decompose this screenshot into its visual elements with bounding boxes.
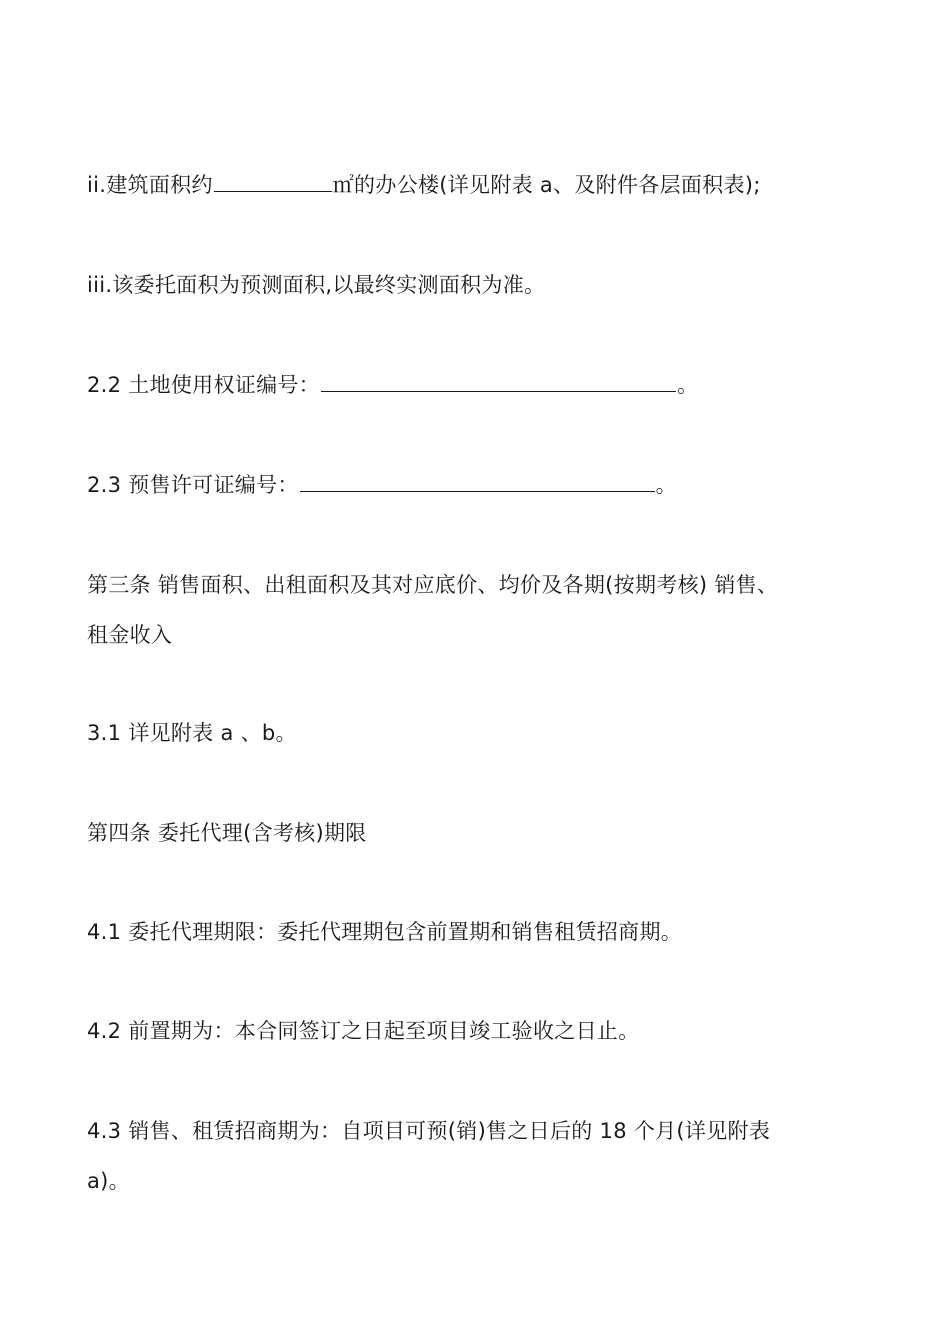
building-area-blank (214, 169, 332, 192)
presale-permit-label: 2.3 预售许可证编号： (87, 473, 299, 497)
paragraph-3-1: 3.1 详见附表 a 、b。 (87, 721, 297, 745)
presale-permit-end: 。 (655, 473, 677, 497)
land-use-cert-end: 。 (676, 373, 699, 397)
paragraph-4-3-line-1: 4.3 销售、租赁招商期为：自项目可预(销)售之日后的 18 个月(详见附表 (87, 1119, 771, 1143)
article-three-line-1: 第三条 销售面积、出租面积及其对应底价、均价及各期(按期考核) 销售、 (87, 573, 779, 597)
paragraph-4-3 (87, 1106, 867, 1206)
paragraph-4-1: 4.1 委托代理期限：委托代理期包含前置期和销售租赁招商期。 (87, 920, 683, 944)
paragraph-area-note: iii.该委托面积为预测面积,以最终实测面积为准。 (87, 273, 546, 297)
paragraph-building-area (87, 160, 867, 210)
building-area-text-after: ㎡的办公楼(详见附表 a、及附件各层面积表); (332, 173, 761, 197)
paragraph-4-2: 4.2 前置期为：本合同签订之日起至项目竣工验收之日止。 (87, 1019, 640, 1043)
article-four-heading: 第四条 委托代理(含考核)期限 (87, 821, 367, 845)
paragraph-presale-permit (87, 460, 867, 510)
land-use-cert-label: 2.2 土地使用权证编号： (87, 373, 320, 397)
article-three-heading (87, 560, 867, 660)
land-use-cert-blank (321, 369, 676, 392)
presale-permit-blank (300, 469, 655, 492)
paragraph-4-3-line-2: a)。 (87, 1169, 130, 1193)
article-three-line-2: 租金收入 (87, 623, 173, 647)
paragraph-land-use-cert (87, 360, 867, 410)
building-area-text-before: ii.建筑面积约 (87, 173, 213, 197)
